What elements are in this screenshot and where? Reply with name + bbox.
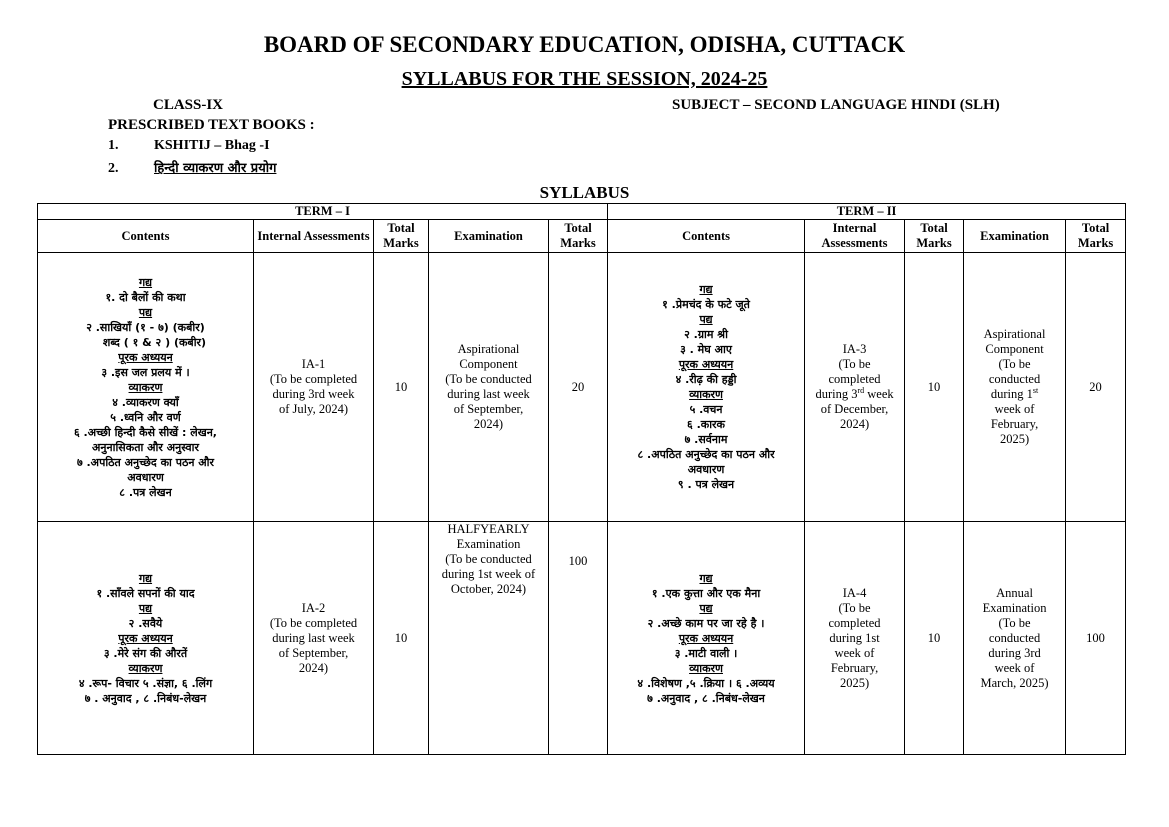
section-label: पूरक अध्ययन <box>118 350 173 364</box>
lesson-item: ४ .रीढ़ की हड्डी <box>675 373 737 386</box>
ia-line: IA-2 <box>301 600 326 615</box>
ia-line: completed <box>828 615 881 630</box>
exam-line: week of <box>994 402 1035 416</box>
session-title: SYLLABUS FOR THE SESSION, 2024-25 <box>401 68 768 90</box>
ia-line: 2024) <box>298 660 329 675</box>
syllabus-table <box>37 203 1126 755</box>
exam-line: HALFYEARLY <box>447 522 530 536</box>
ia-line <box>807 387 902 402</box>
exam-text: during 1 <box>990 387 1033 401</box>
marks-cell: 100 <box>549 522 608 755</box>
section-label: गद्य <box>699 571 713 585</box>
exam-line: Component <box>459 357 518 371</box>
lesson-item: ५ .ध्वनि और वर्ण <box>110 410 181 424</box>
exam-line: Aspirational <box>983 327 1046 341</box>
lesson-item: २ .ग्राम श्री <box>684 328 728 341</box>
lesson-item: ९ . पत्र लेखन <box>677 478 735 491</box>
section-label: पूरक अध्ययन <box>118 631 173 645</box>
term-1-header: TERM – I <box>38 204 608 220</box>
exam-line: Aspirational <box>457 342 520 356</box>
col-total-marks: Total Marks <box>549 220 608 253</box>
lesson-item: २ .सवैये <box>128 616 163 630</box>
lesson-item: शब्द ( १ & २ ) (कबीर) <box>102 335 207 349</box>
table-row <box>38 253 1126 522</box>
marks-cell: 20 <box>549 253 608 522</box>
ia-line: IA-4 <box>842 585 867 600</box>
exam-line: (To be conducted <box>445 372 532 386</box>
exam-line: Examination <box>456 537 521 551</box>
lesson-item: ४ .व्याकरण क्याँ <box>112 395 179 409</box>
ia-line: of September, <box>278 645 349 660</box>
lesson-item: अवधारण <box>687 463 725 476</box>
exam-line: October, 2024) <box>450 582 527 596</box>
ordinal-suffix: st <box>1032 385 1039 395</box>
contents-cell <box>608 253 805 522</box>
section-label: व्याकरण <box>689 661 723 675</box>
ia-line: during 1st <box>829 630 880 645</box>
lesson-item: ७ .अपठित अनुच्छेद का पठन और <box>76 455 215 469</box>
ordinal-suffix: rd <box>857 385 865 395</box>
ia-line: completed <box>828 372 881 386</box>
section-label: गद्य <box>138 275 153 289</box>
ia-line: (To be <box>838 357 871 371</box>
ia-line: IA-3 <box>842 342 867 356</box>
lesson-item: ५ .वचन <box>689 403 723 416</box>
exam-line: Annual <box>996 585 1033 600</box>
term-row <box>38 204 1126 220</box>
exam-line: 2025) <box>999 432 1030 446</box>
lesson-item: १ .एक कुत्ता और एक मैना <box>651 586 761 600</box>
ia-line: during last week <box>272 630 355 645</box>
section-label: व्याकरण <box>128 380 163 394</box>
exam-line: Examination <box>982 600 1047 615</box>
book-item <box>108 138 270 154</box>
examination-cell <box>429 253 549 522</box>
ia-line: February, <box>830 660 879 675</box>
section-label: पद्य <box>699 601 713 615</box>
table-row <box>38 522 1126 755</box>
section-label: पूरक अध्ययन <box>678 631 734 645</box>
col-total-marks: Total Marks <box>1066 220 1126 253</box>
section-label: पद्य <box>138 601 153 615</box>
exam-line: Component <box>985 342 1044 356</box>
ia-line: week of <box>834 645 875 660</box>
col-internal-assessments: Internal Assessments <box>254 220 374 253</box>
lesson-item: २ .अच्छे काम पर जा रहे है । <box>647 616 765 630</box>
exam-line: conducted <box>988 372 1041 386</box>
lesson-item: ६ .कारक <box>687 418 726 431</box>
lesson-item: ३ . मेघ आए <box>680 343 732 356</box>
ia-text: week <box>864 387 894 401</box>
lesson-item: ४ .विशेषण ,५ .क्रिया । ६ .अव्यय <box>637 676 775 690</box>
ia-line: (To be completed <box>269 615 358 630</box>
lesson-item: ३ .मेरे संग की औरतें <box>103 646 188 660</box>
lesson-item: ६ .अच्छी हिन्दी कैसे सीखें : लेखन, <box>74 425 217 439</box>
lesson-item: ८ .अपठित अनुच्छेद का पठन और <box>637 448 775 461</box>
examination-cell <box>964 253 1066 522</box>
lesson-item: ३ .इस जल प्रलय में । <box>101 365 190 379</box>
syllabus-heading: SYLLABUS <box>539 183 630 202</box>
contents-cell <box>38 253 254 522</box>
col-total-marks: Total Marks <box>905 220 964 253</box>
section-label: पद्य <box>138 305 153 319</box>
marks-cell: 10 <box>374 253 429 522</box>
contents-cell <box>38 522 254 755</box>
exam-line <box>966 387 1063 402</box>
book-item <box>108 158 276 177</box>
lesson-item: ४ .रूप- विचार ५ .संज्ञा, ६ .लिंग <box>78 676 213 690</box>
section-label: गद्य <box>138 571 153 585</box>
exam-line: March, 2025) <box>980 675 1049 690</box>
col-contents: Contents <box>38 220 254 253</box>
lesson-item: ८ .पत्र लेखन <box>119 485 172 499</box>
contents-cell <box>608 522 805 755</box>
marks-cell: 10 <box>905 253 964 522</box>
exam-line: during 1st week of <box>441 567 536 581</box>
board-title: BOARD OF SECONDARY EDUCATION, ODISHA, CUTTACK <box>263 32 906 57</box>
lesson-item: अनुनासिकता और अनुस्वार <box>92 440 199 454</box>
book-title: KSHITIJ – Bhag -I <box>154 138 270 153</box>
exam-line: of September, <box>453 402 524 416</box>
lesson-item: २ .साखियाँ (१ - ७) (कबीर) <box>86 320 205 334</box>
book-number: 1. <box>108 138 119 153</box>
exam-line: (To be <box>998 615 1031 630</box>
lesson-item: अवधारण <box>127 470 164 484</box>
class-label: CLASS-IX <box>153 97 224 113</box>
examination-cell <box>429 522 549 755</box>
subject-label: SUBJECT – SECOND LANGUAGE HINDI (SLH) <box>672 97 1000 113</box>
section-label: गद्य <box>699 283 713 296</box>
examination-cell <box>964 522 1066 755</box>
internal-assessment-cell <box>805 253 905 522</box>
book-number: 2. <box>108 161 119 176</box>
ia-line: of December, <box>820 402 889 416</box>
header-row <box>38 220 1126 253</box>
section-label: व्याकरण <box>128 661 163 675</box>
col-examination: Examination <box>429 220 549 253</box>
internal-assessment-cell <box>805 522 905 755</box>
ia-line: during 3rd week <box>272 387 355 401</box>
col-contents: Contents <box>608 220 805 253</box>
ia-line: (To be <box>838 600 871 615</box>
exam-line: (To be <box>998 357 1031 371</box>
marks-cell: 100 <box>1066 522 1126 755</box>
exam-line: during 3rd <box>988 645 1041 660</box>
exam-line: week of <box>994 660 1035 675</box>
marks-cell: 10 <box>374 522 429 755</box>
book-title: हिन्दी व्याकरण और प्रयोग <box>154 161 277 176</box>
prescribed-books-label: PRESCRIBED TEXT BOOKS : <box>108 117 315 133</box>
section-label: व्याकरण <box>689 388 723 401</box>
ia-text: during 3 <box>815 387 858 401</box>
col-examination: Examination <box>964 220 1066 253</box>
lesson-item: ७ .अनुवाद , ८ .निबंध-लेखन <box>647 691 765 705</box>
ia-line: IA-1 <box>301 357 326 371</box>
ia-line: 2024) <box>839 417 870 431</box>
marks-cell: 20 <box>1066 253 1126 522</box>
ia-line: (To be completed <box>269 372 358 386</box>
term-2-header: TERM – II <box>608 204 1126 220</box>
lesson-item: १ .प्रेमचंद के फटे जूते <box>662 298 750 311</box>
internal-assessment-cell <box>254 522 374 755</box>
lesson-item: १ .साँवले सपनों की याद <box>96 586 195 600</box>
section-label: पूरक अध्ययन <box>678 358 734 371</box>
exam-line: (To be conducted <box>445 552 532 566</box>
internal-assessment-cell <box>254 253 374 522</box>
lesson-item: ३ .माटी वाली । <box>674 646 738 660</box>
col-total-marks: Total Marks <box>374 220 429 253</box>
lesson-item: ७ .सर्वनाम <box>684 433 728 446</box>
col-internal-assessments: Internal Assessments <box>805 220 905 253</box>
exam-line: February, <box>990 417 1039 431</box>
ia-line: 2025) <box>839 675 870 690</box>
marks-cell: 10 <box>905 522 964 755</box>
lesson-item: १. दो बैलों की कथा <box>105 290 186 304</box>
section-label: पद्य <box>699 313 713 326</box>
exam-line: during last week <box>447 387 530 401</box>
exam-line: 2024) <box>473 417 504 431</box>
ia-line: of July, 2024) <box>279 402 348 416</box>
lesson-item: ७ . अनुवाद , ८ .निबंध-लेखन <box>84 691 207 705</box>
exam-line: conducted <box>988 630 1041 645</box>
